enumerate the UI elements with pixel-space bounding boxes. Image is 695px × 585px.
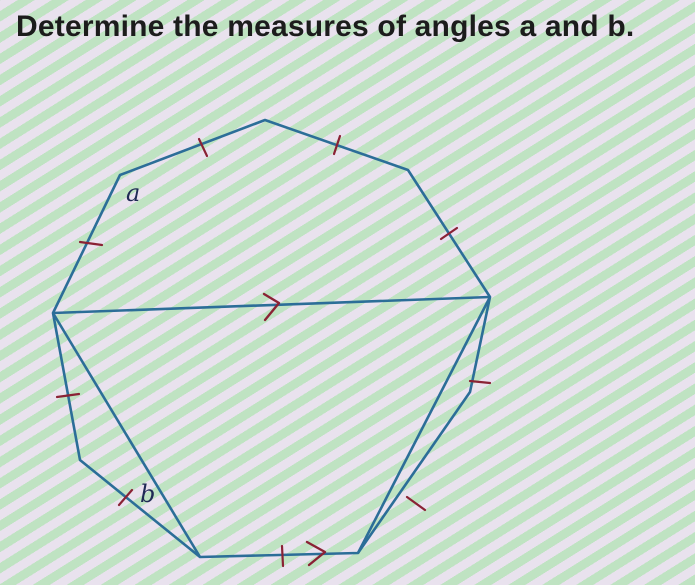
angle-label-b: b	[140, 480, 156, 508]
right-diagonal	[358, 297, 490, 553]
parallel-arrow-diagonal	[264, 294, 279, 320]
question-title: Determine the measures of angles a and b.	[16, 10, 635, 43]
tick-mark-right-lower	[407, 497, 425, 510]
octagon-outline	[53, 120, 490, 557]
tick-mark-left	[57, 394, 79, 397]
parallel-marks	[264, 294, 325, 565]
tick-mark-left-upper	[80, 242, 102, 245]
tick-mark-right-upper	[441, 228, 457, 239]
tick-mark-bottom	[282, 546, 283, 566]
equal-side-marks	[57, 136, 490, 566]
angle-label-a: a	[126, 179, 141, 207]
